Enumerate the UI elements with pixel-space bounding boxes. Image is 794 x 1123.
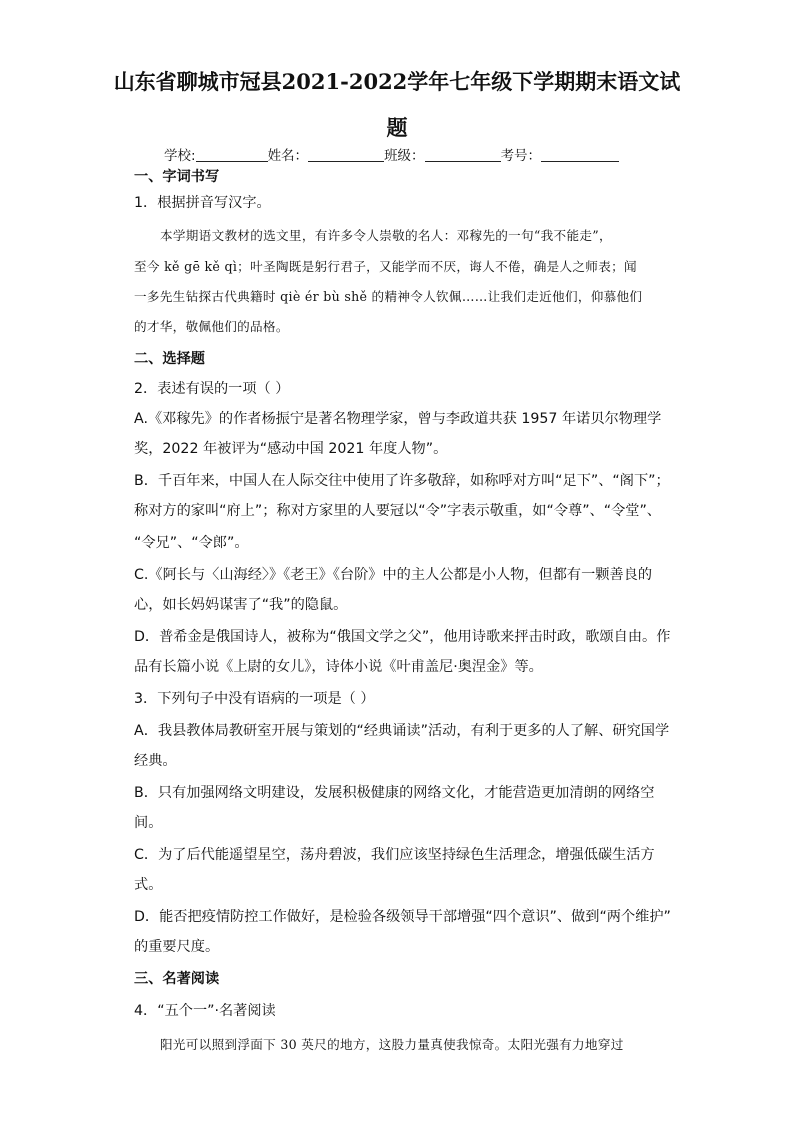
q2-option-line: A.《邓稼先》的作者杨振宁是著名物理学家，曾与李政道共获 1957 年诺贝尔物理学: [134, 411, 662, 427]
exam-no-field[interactable]: [541, 147, 619, 162]
exam-title-line-1: 山东省聊城市冠县2021-2022学年七年级下学期期末语文试: [113, 69, 681, 94]
q2-option-line: B．千百年来，中国人在人际交往中使用了许多敬辞，如称呼对方叫“足下”、“阁下”；: [134, 473, 670, 489]
q4-passage-line: 阳光可以照到浮面下 30 英尺的地方，这股力量真使我惊奇。太阳光强有力地穿过: [160, 1037, 624, 1052]
section-heading-2: 二、选择题: [134, 351, 205, 367]
q1-passage-line: 一多先生钻探古代典籍时 qiè ér bù shě 的精神令人钦佩……让我们走近他们，仰慕他们: [134, 289, 643, 304]
exam-no-label: 考号：: [500, 148, 542, 164]
q2-option-line: 称对方的家叫“府上”；称对方家里的人要冠以“令”字表示敬重，如“令尊”、“令堂”、: [134, 503, 661, 519]
school-field[interactable]: [196, 147, 268, 162]
question-1-stem: 1．根据拼音写汉字。: [134, 195, 271, 211]
q2-option-line: 品有长篇小说《上尉的女儿》，诗体小说《叶甫盖尼·奥涅金》等。: [134, 659, 543, 675]
student-info-row: [164, 144, 619, 164]
q3-option-line: 的重要尺度。: [134, 939, 220, 955]
q2-option-line: C.《阿长与〈山海经〉》《老王》《台阶》中的主人公都是小人物，但都有一颗善良的: [134, 567, 653, 583]
q2-option-line: “令兄”、“令郎”。: [134, 535, 249, 551]
q1-passage-line: 的才华，敬佩他们的品格。: [134, 319, 289, 334]
q2-option-line: 心，如长妈妈谋害了“我”的隐鼠。: [134, 597, 348, 613]
question-3-stem: 3．下列句子中没有语病的一项是（ ）: [134, 691, 375, 707]
class-field[interactable]: [425, 147, 501, 162]
q1-passage-line: 至今 kě gē kě qì；叶圣陶既是躬行君子，又能学而不厌，诲人不倦，确是人之师表；闻: [134, 259, 637, 274]
q1-passage-line: 本学期语文教材的选文里，有许多令人崇敬的名人：邓稼先的一句“我不能走”，: [160, 228, 612, 243]
name-field[interactable]: [308, 147, 384, 162]
exam-title-line-2: 题: [386, 115, 408, 140]
q3-option-line: D．能否把疫情防控工作做好，是检验各级领导干部增强“四个意识”、做到“两个维护”: [134, 909, 671, 925]
q3-option-line: 经典。: [134, 753, 177, 769]
section-heading-3: 三、名著阅读: [134, 971, 220, 987]
q3-option-line: B．只有加强网络文明建设，发展积极健康的网络文化，才能营造更加清朗的网络空: [134, 785, 655, 801]
q3-option-line: C．为了后代能遥望星空，荡舟碧波，我们应该坚持绿色生活理念，增强低碳生活方: [134, 847, 655, 863]
q3-option-line: 式。: [134, 877, 163, 893]
question-4-stem: 4．“五个一”·名著阅读: [134, 1003, 276, 1019]
section-heading-1: 一、字词书写: [134, 169, 220, 185]
question-2-stem: 2．表述有误的一项（ ）: [134, 381, 290, 397]
q3-option-line: A．我县教体局教研室开展与策划的“经典诵读”活动，有利于更多的人了解、研究国学: [134, 723, 670, 739]
school-label: 学校:: [164, 148, 196, 164]
q2-option-line: D．普希金是俄国诗人，被称为“俄国文学之父”，他用诗歌来抨击时政，歌颂自由。作: [134, 629, 671, 645]
q3-option-line: 间。: [134, 815, 163, 831]
q2-option-line: 奖，2022 年被评为“感动中国 2021 年度人物”。: [134, 441, 448, 457]
name-label: 姓名：: [267, 148, 309, 164]
class-label: 班级：: [384, 148, 425, 164]
